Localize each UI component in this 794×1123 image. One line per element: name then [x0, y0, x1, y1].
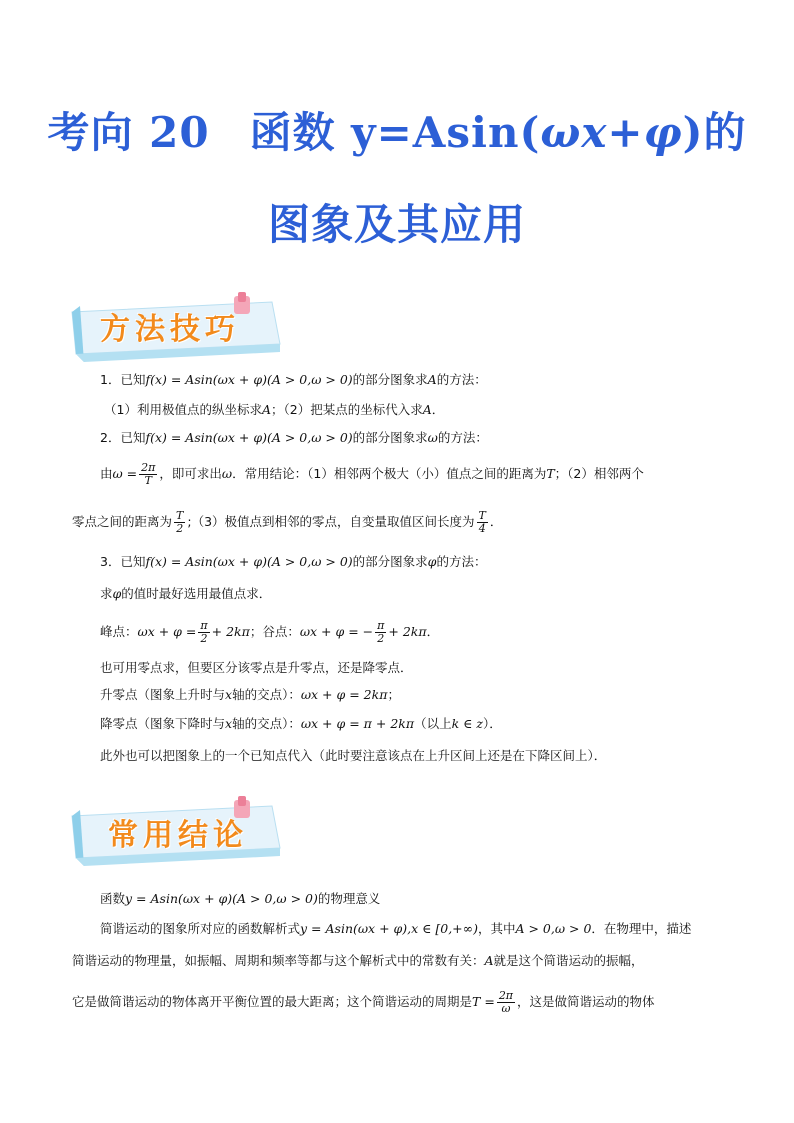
text: 1．已知	[100, 372, 146, 387]
text: 的方法：	[436, 372, 487, 387]
text: 3．已知	[100, 554, 146, 569]
formula: y = Asin(ωx + φ)(A > 0,ω > 0)	[125, 891, 318, 906]
section-badge-conclusions	[66, 796, 292, 872]
text: 的值时最好选用最值点求．	[121, 586, 272, 601]
text: ．	[426, 624, 440, 639]
frac-num: 2π	[141, 461, 156, 474]
text: ．在物理中，描述	[591, 921, 692, 936]
page-title-line2: 图象及其应用	[267, 200, 526, 249]
fraction-T-over-4	[477, 510, 488, 535]
method-item-1	[100, 372, 487, 388]
method-item-2-line3	[72, 510, 502, 535]
frac-num: T	[176, 509, 184, 522]
text: 的方法：	[436, 554, 487, 569]
frac-den: 2	[377, 632, 385, 645]
text: 求	[100, 586, 113, 601]
text: 的部分图象求	[352, 430, 428, 445]
formula: k ∈ z	[451, 716, 483, 731]
title-omega-x: ωx	[540, 108, 608, 157]
method-rise-zero	[100, 687, 400, 703]
title-suffix: )的	[682, 108, 747, 157]
method-item-3-line2	[100, 586, 271, 602]
formula: A > 0,ω > 0	[515, 921, 592, 936]
var: x	[225, 716, 233, 731]
formula: T =	[472, 994, 495, 1009]
title-function: 函数 y=Asin(	[249, 108, 541, 157]
text: 的部分图象求	[352, 554, 428, 569]
method-item-1-detail	[104, 402, 444, 418]
var: φ	[112, 586, 122, 601]
formula: f(x) = Asin(ωx + φ)(A > 0,ω > 0)	[145, 430, 353, 445]
formula: ωx + φ = −	[299, 624, 374, 639]
section-label-conclusions: 常用结论	[108, 818, 248, 853]
text: ．	[431, 402, 445, 417]
formula: f(x) = Asin(ωx + φ)(A > 0,ω > 0)	[145, 372, 353, 387]
conclusion-p2	[72, 953, 644, 969]
text: ；（2）把某点的坐标代入求	[271, 402, 423, 417]
formula: + 2kπ	[211, 624, 250, 639]
text: 由	[100, 466, 113, 481]
method-item-2-line2	[100, 462, 644, 487]
text: 轴的交点）：	[232, 716, 301, 731]
text: ，其中	[477, 921, 516, 936]
text: ；	[387, 687, 400, 702]
fraction-pi-over-2	[375, 620, 386, 645]
text: 简谐运动的图象所对应的函数解析式	[100, 921, 301, 936]
text: ）．	[482, 716, 502, 731]
text: ，这是做简谐运动的物体	[517, 994, 655, 1009]
text: ．	[489, 514, 503, 529]
title-prefix: 考向 20	[47, 108, 210, 157]
formula: ωx + φ = 2kπ	[300, 687, 388, 702]
text: ；谷点：	[249, 624, 300, 639]
text: 降零点（图象下降时与	[100, 716, 226, 731]
text: 2．已知	[100, 430, 146, 445]
fraction-T-over-2	[174, 510, 185, 535]
frac-den: T	[144, 474, 152, 487]
section-label-methods: 方法技巧	[100, 312, 240, 347]
fraction-2pi-over-omega	[497, 990, 515, 1015]
method-fall-zero	[100, 716, 502, 732]
conclusion-p3	[72, 990, 655, 1015]
method-extra: 此外也可以把图象上的一个已知点代入（此时要注意该点在上升区间上还是在下降区间上）．	[100, 748, 607, 763]
fraction-2pi-over-T	[139, 462, 157, 487]
title-phi: φ	[643, 108, 683, 157]
method-item-2	[100, 430, 488, 446]
text: 函数	[100, 891, 126, 906]
conclusion-heading	[100, 891, 380, 907]
text: 简谐运动的物理量，如振幅、周期和频率等都与这个解析式中的常数有关：	[72, 953, 485, 968]
formula: y = Asin(ωx + φ),x ∈ [0,+∞)	[300, 921, 478, 936]
formula: f(x) = Asin(ωx + φ)(A > 0,ω > 0)	[145, 554, 353, 569]
text: ．常用结论：（1）相邻两个极大（小）值点之间的距离为	[232, 466, 547, 481]
method-zero-intro: 也可用零点求，但要区分该零点是升零点，还是降零点．	[100, 660, 413, 675]
page-title-line1	[0, 100, 794, 160]
var: A	[422, 402, 432, 417]
var: ω	[221, 466, 233, 481]
frac-den: ω	[501, 1002, 511, 1015]
formula: ω =	[112, 466, 138, 481]
conclusion-p1	[100, 921, 691, 937]
text: 升零点（图象上升时与	[100, 687, 226, 702]
section-badge-methods	[66, 292, 292, 368]
title-plus: +	[607, 108, 644, 157]
text: 它是做简谐运动的物体离开平衡位置的最大距离；这个简谐运动的周期是	[72, 994, 473, 1009]
text: 就是这个简谐运动的振幅，	[493, 953, 644, 968]
var: A	[484, 953, 494, 968]
frac-num: 2π	[498, 989, 514, 1002]
frac-num: π	[200, 619, 208, 632]
var: T	[546, 466, 555, 481]
fraction-pi-over-2	[198, 620, 209, 645]
frac-num: T	[478, 509, 486, 522]
var: φ	[427, 554, 437, 569]
var: A	[261, 402, 271, 417]
text: 的部分图象求	[352, 372, 428, 387]
text: 轴的交点）：	[232, 687, 301, 702]
method-item-3	[100, 554, 486, 570]
frac-num: π	[377, 619, 385, 632]
var: ω	[427, 430, 438, 445]
text: ，即可求出	[159, 466, 222, 481]
text: ;（3）极值点到相邻的零点，自变量取值区间长度为	[187, 514, 475, 529]
frac-den: 2	[176, 522, 184, 535]
text: （以上	[414, 716, 452, 731]
text: 的方法：	[437, 430, 488, 445]
method-peak-valley	[100, 620, 439, 645]
formula: ωx + φ = π + 2kπ	[300, 716, 415, 731]
frac-den: 4	[478, 522, 486, 535]
var: x	[225, 687, 233, 702]
frac-den: 2	[200, 632, 208, 645]
text: 零点之间的距离为	[72, 514, 173, 529]
text: ；（2）相邻两个	[554, 466, 644, 481]
var: A	[427, 372, 437, 387]
formula: + 2kπ	[388, 624, 427, 639]
formula: ωx + φ =	[137, 624, 197, 639]
text: （1）利用极值点的纵坐标求	[104, 402, 262, 417]
text: 的物理意义	[317, 891, 381, 906]
text: 峰点：	[100, 624, 138, 639]
